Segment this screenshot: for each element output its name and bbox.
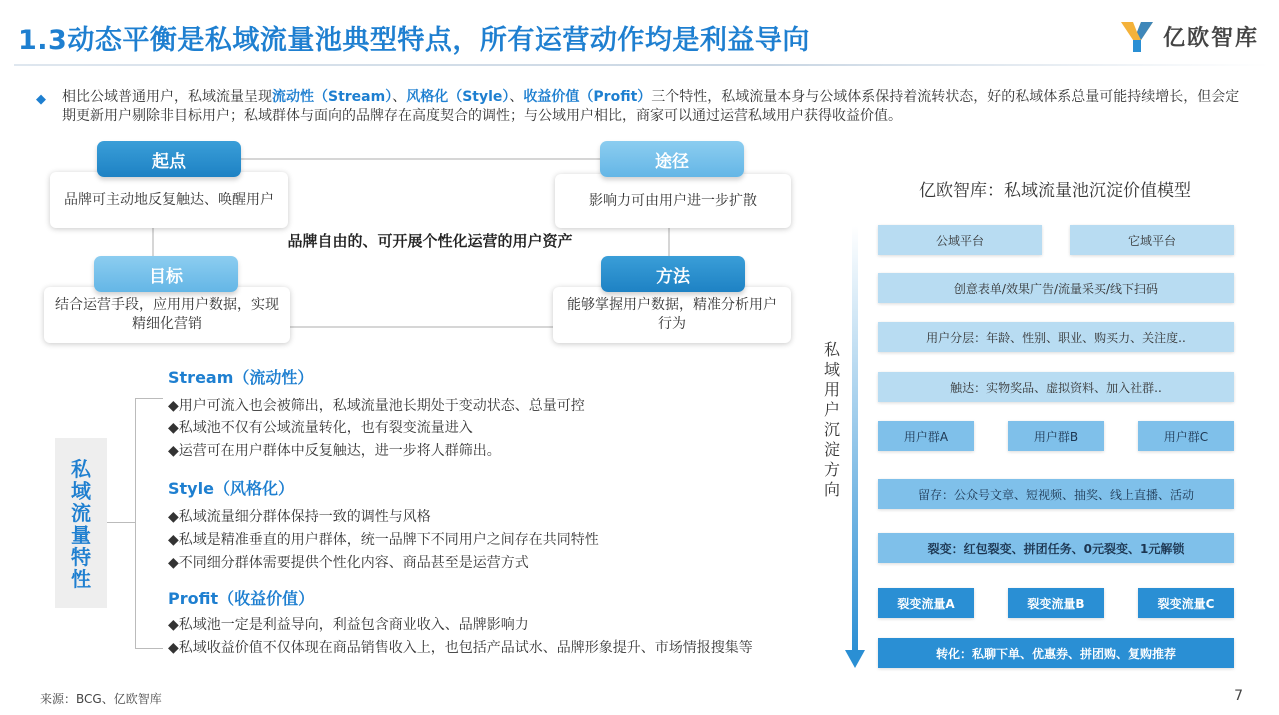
logo-text: 亿欧智库 (1162, 25, 1259, 51)
model-axis-label (822, 340, 842, 500)
brand-logo (1117, 16, 1259, 56)
axis-label-char: 私 (823, 340, 840, 359)
diamond-bullet-icon: ◆ (36, 92, 46, 107)
bracket-top (135, 398, 163, 399)
model-user-group-a: 用户群A (878, 421, 974, 451)
intro-sep-2: 、 (509, 89, 524, 105)
model-reach-stage: 触达：实物奖品、虚拟资料、加入社群.. (878, 372, 1234, 402)
bracket-stem (107, 522, 135, 523)
axis-label-char: 淀 (823, 440, 840, 459)
quadrant-box-method: 能够掌握用户数据，精准分析用户行为 (553, 287, 791, 343)
model-title: 亿欧智库：私域流量池沉淀价值模型 (919, 181, 1191, 201)
quadrant-label-method: 方法 (601, 256, 745, 292)
page-title: 1.3动态平衡是私域流量池典型特点，所有运营动作均是利益导向 (18, 25, 810, 56)
quadrant-box-goal: 结合运营手段，应用用户数据，实现精细化营销 (44, 287, 290, 343)
intro-text-1: 相比公域普通用户，私域流量呈现 (62, 89, 272, 105)
connector-top (240, 158, 600, 160)
connector-bottom (290, 326, 554, 328)
model-fission-stage: 裂变：红包裂变、拼团任务、0元裂变、1元解锁 (878, 533, 1234, 563)
logo-y-icon (1117, 16, 1157, 56)
intro-text-2: 三个特性，私域流量本身与公域体系保持着流转状态，好的私域体系总量可能持续增长，但会定期更新用户剔除非目标用户；私域群体与面向的品牌存在高度契合的调性；与公域用户相比，商家可以通过运营私域用户获得收益价值。 (62, 89, 1240, 124)
model-fission-flow-a: 裂变流量A (878, 588, 974, 618)
model-fission-flow-c: 裂变流量C (1138, 588, 1234, 618)
model-retain-stage: 留存：公众号文章、短视频、抽奖、线上直播、活动 (878, 479, 1234, 509)
model-other-platform: 它域平台 (1070, 225, 1234, 255)
intro-sep-1: 、 (392, 89, 407, 105)
bracket-bottom (135, 648, 163, 649)
feature-item: ◆运营可在用户群体中反复触达，进一步将人群筛出。 (168, 443, 501, 459)
feature-item: ◆不同细分群体需要提供个性化内容、商品甚至是运营方式 (168, 555, 529, 571)
model-fission-flow-b: 裂变流量B (1008, 588, 1104, 618)
feature-item: ◆私域流量细分群体保持一致的调性与风格 (168, 509, 431, 525)
feature-item: ◆用户可流入也会被筛出，私域流量池长期处于变动状态、总量可控 (168, 398, 585, 414)
axis-label-char: 域 (823, 360, 840, 379)
features-side-label (55, 438, 107, 608)
side-label-char: 性 (71, 567, 91, 591)
term-style: 风格化（Style） (406, 89, 510, 105)
feature-item: ◆私域池一定是利益导向，利益包含商业收入、品牌影响力 (168, 617, 529, 633)
quadrant-center-text: 品牌自由的、可开展个性化运营的用户资产 (287, 232, 573, 250)
quadrant-label-goal: 目标 (94, 256, 238, 292)
axis-label-char: 用 (823, 380, 840, 399)
side-label-char: 私 (71, 457, 91, 481)
term-stream: 流动性（Stream） (272, 89, 393, 105)
side-label-char: 特 (71, 545, 91, 569)
feature-heading-stream: Stream（流动性） (168, 368, 314, 387)
page-number: 7 (1234, 688, 1243, 704)
axis-label-char: 方 (823, 460, 840, 479)
direction-arrow-icon (843, 226, 867, 670)
bracket-vertical (135, 398, 136, 648)
side-label-char: 量 (71, 523, 91, 547)
model-acquire-stage: 创意表单/效果广告/流量采买/线下扫码 (878, 273, 1234, 303)
axis-label-char: 向 (823, 480, 840, 499)
side-label-char: 流 (71, 501, 91, 525)
quadrant-box-path: 影响力可由用户进一步扩散 (555, 174, 791, 228)
title-divider (14, 64, 1269, 66)
model-user-group-b: 用户群B (1008, 421, 1104, 451)
source-note: 来源：BCG、亿欧智库 (40, 692, 162, 706)
model-public-platform: 公域平台 (878, 225, 1042, 255)
model-layer-stage: 用户分层：年龄、性别、职业、购买力、关注度.. (878, 322, 1234, 352)
axis-label-char: 户 (823, 400, 840, 419)
axis-label-char: 沉 (823, 420, 840, 439)
term-profit: 收益价值（Profit） (523, 89, 652, 105)
model-user-group-c: 用户群C (1138, 421, 1234, 451)
feature-item: ◆私域池不仅有公域流量转化，也有裂变流量进入 (168, 420, 473, 436)
feature-item: ◆私域收益价值不仅体现在商品销售收入上，也包括产品试水、品牌形象提升、市场情报搜集等 (168, 640, 753, 656)
quadrant-label-path: 途径 (600, 141, 744, 177)
quadrant-label-start: 起点 (97, 141, 241, 177)
feature-heading-profit: Profit（收益价值） (168, 589, 315, 608)
feature-item: ◆私域是精准垂直的用户群体，统一品牌下不同用户之间存在共同特性 (168, 532, 599, 548)
side-label-char: 域 (71, 479, 91, 503)
feature-heading-style: Style（风格化） (168, 479, 294, 498)
intro-paragraph (36, 88, 1240, 126)
model-convert-stage: 转化：私聊下单、优惠券、拼团购、复购推荐 (878, 638, 1234, 668)
quadrant-box-start: 品牌可主动地反复触达、唤醒用户 (50, 172, 288, 228)
